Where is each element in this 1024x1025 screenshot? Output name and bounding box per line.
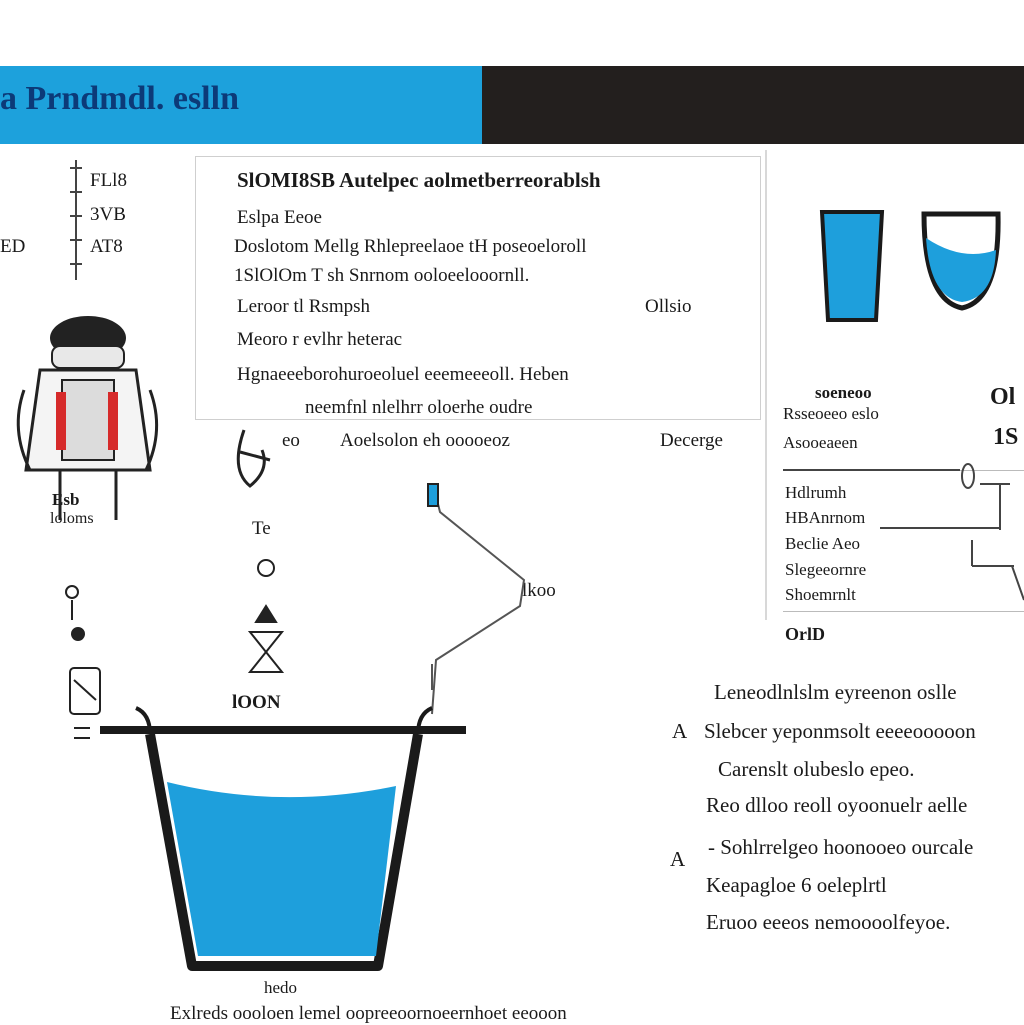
note-line: Carenslt olubeslo epeo. <box>718 757 915 781</box>
scale-label-1: FLl8 <box>90 170 127 191</box>
vessel-caption: hedo <box>264 978 298 997</box>
note-line: - Sohlrrelgeo hoonooeo ourcale <box>708 835 974 859</box>
right-sub-1: Rsseoeeo eslo <box>783 404 879 423</box>
apparatus-right-label: Decerge <box>660 430 723 451</box>
vessel-label: lOON <box>232 692 281 713</box>
panel-line-3-right: Ollsio <box>645 296 692 317</box>
robot-caption-top: Esb <box>52 490 80 509</box>
apparatus-center-label: Aoelsolon eh ooooeoz <box>340 430 510 451</box>
panel-subheading: Eslpa Eeoe <box>237 207 322 228</box>
table-row: Hdlrumh <box>785 483 847 502</box>
hose-icon <box>238 430 270 486</box>
note-marker: A <box>672 719 688 743</box>
cup-icon-right <box>924 214 998 308</box>
feed-tube <box>428 484 524 714</box>
panel-line-4: Meoro r evlhr heterac <box>237 329 403 350</box>
right-heading: soeneoo <box>815 383 872 402</box>
panel-line-5: Hgnaeeeborohuroeoluel eeemeeeoll. Heben <box>237 364 569 385</box>
center-stack-icons <box>250 560 282 672</box>
robot-icon <box>18 316 156 520</box>
panel-line-1: Doslotom Mellg Rhlepreelaoe tH poseoeloroll <box>234 236 587 257</box>
note-line: Reo dlloo reoll oyoonuelr aelle <box>706 793 968 817</box>
scale-label-2: 3VB <box>90 204 126 225</box>
note-line: Leneodlnlslm eyreenon oslle <box>714 680 957 704</box>
table-row: Shoemrnlt <box>785 585 856 604</box>
right-value-top: Ol <box>990 384 1016 410</box>
right-sub-2: Asooeaeen <box>783 433 858 452</box>
water-vessel <box>100 708 466 966</box>
note-marker: A <box>670 847 686 871</box>
right-value-mid: 1S <box>993 424 1019 450</box>
nozzle-label: lkoo <box>522 580 556 601</box>
note-line: Eruoo eeeos nemoooolfeyoe. <box>706 910 951 934</box>
scale-side-label: ED <box>0 236 26 257</box>
panel-line-3-left: Leroor tl Rsmpsh <box>237 296 370 317</box>
scale-ticks <box>70 160 82 280</box>
panel-line-6: neemfnl nlelhrr oloerhe oudre <box>305 397 533 418</box>
robot-caption-bottom: loloms <box>50 510 94 527</box>
cup-icon-left <box>822 212 882 320</box>
label-te: Te <box>252 518 271 539</box>
note-line: Keapagloe 6 oeleplrtl <box>706 873 887 897</box>
panel-line-2: 1SlOlOm T sh Snrnom ooloeelooornll. <box>234 265 530 286</box>
note-line: Slebcer yeponmsolt eeeeooooon <box>704 719 976 743</box>
left-marker-icons <box>66 586 100 738</box>
table-row: Slegeeornre <box>785 560 867 579</box>
scale-label-3: AT8 <box>90 236 123 257</box>
apparatus-side-label: eo <box>282 430 300 451</box>
panel-heading: SlOMI8SB Autelpec aolmetberreorablsh <box>237 168 601 192</box>
table-row: HBAnrnom <box>785 508 866 527</box>
bracket-lines <box>783 464 1024 600</box>
right-footer: OrlD <box>785 624 825 644</box>
bottom-caption: Exlreds oooloen lemel oopreeoornoeernhoet eeooon <box>170 1003 567 1024</box>
table-row: Beclie Aeo <box>785 534 861 553</box>
page-title: a Prndmdl. eslln <box>0 80 239 117</box>
